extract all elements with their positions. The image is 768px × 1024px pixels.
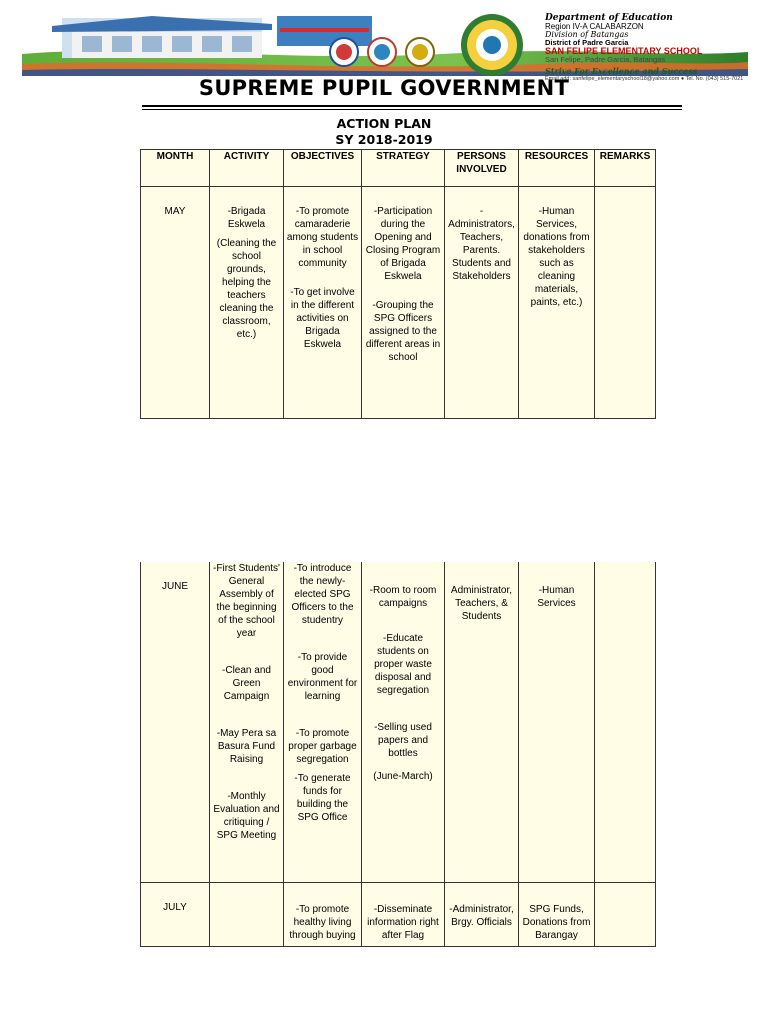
cell-resources: [519, 187, 595, 419]
objective-item: -To promote camaraderie among students in school community: [286, 206, 359, 269]
cell-persons-involved: [445, 562, 519, 882]
persons-item: -Administrators, Teachers, Parents. Students and Stakeholders: [448, 206, 515, 282]
strategy-item: -Selling used papers and bottles: [374, 722, 432, 759]
strategy-item: -Grouping the SPG Officers assigned to the different areas in school: [365, 300, 441, 363]
cell-remarks: [595, 187, 656, 419]
cell-activity: [210, 187, 284, 419]
resources-item: -Human Services: [537, 585, 576, 609]
table-header-row: [141, 150, 656, 187]
objective-item: -To promote healthy living through buying: [289, 903, 356, 941]
persons-item: Administrator, Teachers, & Students: [450, 585, 513, 622]
strategy-item: -Educate students on proper waste disposal and segregation: [374, 633, 432, 696]
school-header-text: [545, 14, 755, 83]
objective-item: -To introduce the newly-elected SPG Officers to the studentry: [291, 563, 354, 626]
column-header-remarks: REMARKS: [595, 150, 656, 187]
strategy-item: -Room to room campaigns: [369, 585, 437, 609]
title-rule-thick: [142, 105, 682, 107]
cell-objectives: [284, 882, 362, 946]
objective-item: -To get involve in the different activities on Brigada Eskwela: [290, 287, 355, 350]
column-header-month: MONTH: [141, 150, 210, 187]
activity-item: -Monthly Evaluation and critiquing / SPG Meeting: [213, 791, 280, 841]
cell-month: JUNE: [141, 562, 210, 882]
resources-item: -Human Services, donations from stakeholders such as cleaning materials, paints, etc.): [523, 206, 590, 308]
column-header-resources: RESOURCES: [519, 150, 595, 187]
cell-resources: [519, 882, 595, 946]
column-header-persons-involved: PERSONS INVOLVED: [445, 150, 519, 187]
cell-remarks: [595, 882, 656, 946]
cell-activity: [210, 562, 284, 882]
activity-item: -May Pera sa Basura Fund Raising: [216, 728, 277, 765]
dept-name: Department of Education: [545, 13, 673, 23]
school-motto: Strive For Excellence and Success: [545, 66, 698, 76]
table-row-may: [141, 187, 656, 419]
cell-strategy: [362, 562, 445, 882]
school-contact: Email add: sanfelipe_elementaryschool18@yahoo.com ● Tel. No. (043) 515-7021: [545, 76, 744, 82]
activity-item: (Cleaning the school grounds, helping the teachers cleaning the classroom, etc.): [216, 238, 277, 340]
objective-item: -To promote proper garbage segregation: [288, 728, 357, 765]
subtitle-action-plan: ACTION PLAN: [336, 116, 432, 131]
objective-item: -To generate funds for building the SPG Office: [294, 773, 351, 823]
activity-item: -Clean and Green Campaign: [222, 665, 271, 702]
table-row-june: [141, 562, 656, 882]
cell-strategy: [362, 882, 445, 946]
division-name: Division of Batangas: [545, 30, 629, 39]
column-header-strategy: STRATEGY: [362, 150, 445, 187]
cell-strategy: [362, 187, 445, 419]
cell-persons-involved: [445, 882, 519, 946]
column-header-objectives: OBJECTIVES: [284, 150, 362, 187]
strategy-item: (June-March): [373, 771, 433, 782]
cell-month: MAY: [141, 187, 210, 419]
district-name: District of Padre Garcia: [545, 38, 629, 47]
column-header-activity: ACTIVITY: [210, 150, 284, 187]
cell-remarks: [595, 562, 656, 882]
resources-item: SPG Funds, Donations from Barangay: [522, 903, 591, 941]
school-address: San Felipe, Padre Garcia, Batangas: [545, 54, 666, 64]
region-name: Region IV-A CALABARZON: [545, 22, 644, 31]
cell-resources: [519, 562, 595, 882]
action-plan-table-2: [140, 562, 656, 947]
title-rule-thin: [142, 109, 682, 110]
objective-item: -To provide good environment for learning: [287, 652, 358, 702]
cell-persons-involved: [445, 187, 519, 419]
activity-item: -Brigada Eskwela: [227, 206, 266, 230]
strategy-item: -Disseminate information right after Flag: [367, 903, 439, 941]
cell-objectives: [284, 187, 362, 419]
activity-item: -First Students' General Assembly of the beginning of the school year: [213, 563, 280, 639]
cell-activity: [210, 882, 284, 946]
page-title: SUPREME PUPIL GOVERNMENT: [198, 76, 570, 100]
cell-month: JULY: [141, 882, 210, 946]
table-row-july: [141, 882, 656, 946]
strategy-item: -Participation during the Opening and Closing Program of Brigada Eskwela: [365, 206, 441, 282]
subtitle-school-year: SY 2018-2019: [335, 132, 433, 147]
persons-item: -Administrator, Brgy. Officials: [449, 903, 514, 928]
cell-objectives: [284, 562, 362, 882]
school-name: SAN FELIPE ELEMENTARY SCHOOL: [545, 45, 703, 56]
action-plan-table-1: [140, 149, 656, 419]
